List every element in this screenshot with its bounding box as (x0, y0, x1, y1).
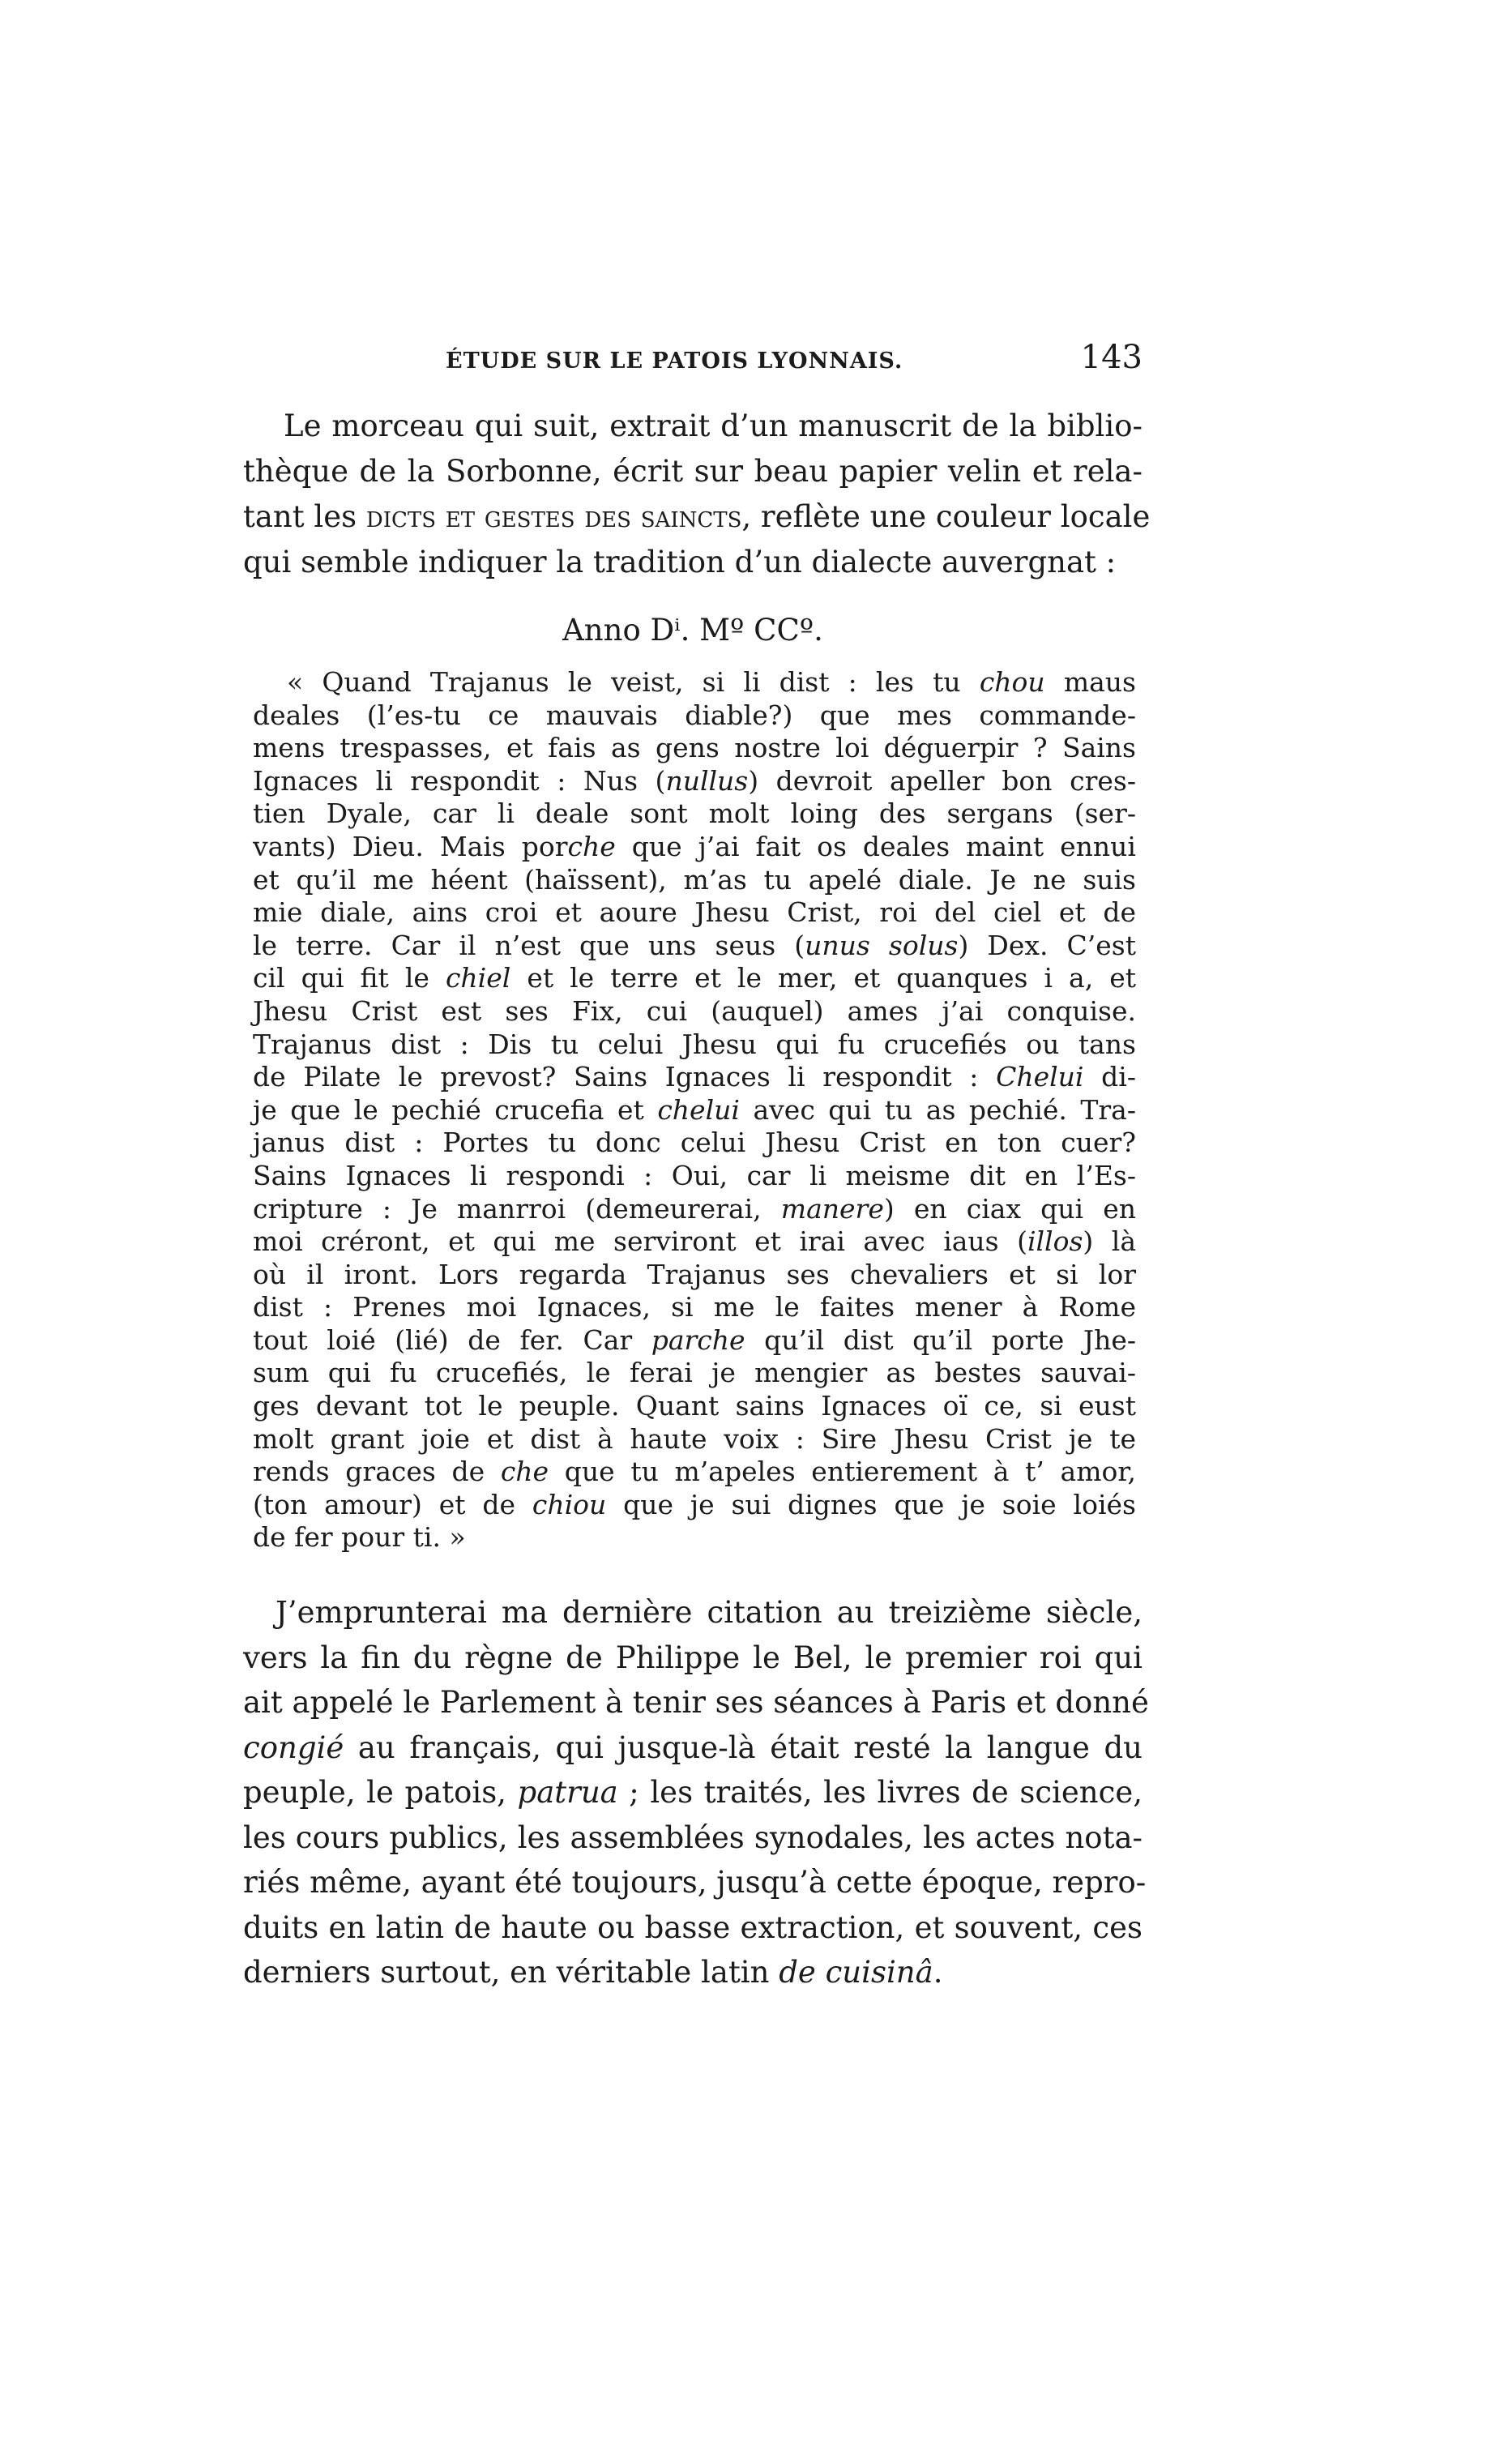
text-run: que j’ai fait os deales maint ennui (615, 830, 1136, 862)
text-line (253, 1423, 1136, 1456)
text-run: que tu m’apeles entierement à t’ amor, (549, 1456, 1136, 1488)
text-run: le terre. Car il n’est que uns seus ( (253, 929, 805, 961)
text-line (253, 1061, 1136, 1094)
text-run: ait appelé le Parlement à tenir ses séances à Paris et donné (243, 1685, 1149, 1720)
text-run: ) devroit apeller bon cres- (748, 764, 1136, 797)
page-header (243, 339, 1175, 387)
dateline: Anno Dⁱ. Mº CCº. (562, 613, 823, 648)
text-line (243, 1725, 1143, 1771)
text-line (253, 1193, 1136, 1226)
text-line (243, 404, 1143, 449)
text-run: Le morceau qui suit, extrait d’un manuscrit de la biblio- (284, 408, 1143, 443)
text-run: di- (1083, 1061, 1136, 1093)
text-run: tout loié (lié) de fer. Car (253, 1323, 651, 1356)
italic-term: Chelui (996, 1061, 1084, 1093)
text-run: tant les (243, 499, 366, 534)
text-line (253, 995, 1136, 1028)
text-run: les cours publics, les assemblées synodales, les actes nota- (243, 1819, 1143, 1855)
text-run: deales (l’es-tu ce mauvais diable?) que mes commande- (253, 699, 1136, 731)
text-run: cil qui fit le (253, 962, 446, 994)
text-run: que je sui dignes que je soie loiés (606, 1488, 1136, 1520)
text-run: Trajanus dist : Dis tu celui Jhesu qui fu crucefiés ou tans (253, 1028, 1136, 1060)
italic-term: unus solus (805, 929, 959, 961)
text-run: cripture : Je manrroi (demeurerai, (253, 1192, 781, 1225)
italic-term: chiou (532, 1488, 607, 1520)
italic-term: patrua (517, 1775, 618, 1810)
text-line (253, 962, 1136, 995)
text-line (253, 864, 1136, 897)
text-line (243, 1815, 1143, 1861)
text-run: avec qui tu as pechié. Tra- (739, 1093, 1136, 1126)
text-run: janus dist : Portes tu donc celui Jhesu Crist en ton cuer? (253, 1127, 1136, 1159)
text-line (253, 1390, 1136, 1423)
italic-term: che (567, 830, 616, 862)
text-line (253, 1456, 1136, 1489)
text-line (253, 1028, 1136, 1062)
text-run: dist : Prenes moi Ignaces, si me le faites mener à Rome (253, 1291, 1136, 1323)
text-line (243, 1590, 1143, 1635)
text-line (243, 1680, 1149, 1725)
text-run: rends graces de (253, 1456, 501, 1488)
text-run: qui semble indiquer la tradition d’un dialecte auvergnat : (243, 545, 1117, 579)
text-line (243, 1860, 1147, 1905)
text-line (253, 1489, 1136, 1522)
text-run: ges devant tot le peuple. Quant sains Ignaces oï ce, si eust (253, 1390, 1136, 1422)
text-run: ) là (1083, 1225, 1136, 1258)
italic-term: che (500, 1456, 549, 1488)
text-run: , reflète une couleur locale (741, 499, 1151, 534)
text-run: et le terre et le mer, et quanques i a, et (510, 962, 1136, 994)
text-run: sum qui fu crucefiés, le ferai je mengier as bestes sauvai- (253, 1357, 1136, 1389)
italic-term: nullus (665, 764, 749, 797)
text-line (243, 1905, 1143, 1951)
text-line (253, 732, 1136, 765)
text-run: vers la fin du règne de Philippe le Bel, le premier roi qui (243, 1640, 1143, 1675)
text-run: duits en latin de haute ou basse extraction, et souvent, ces (243, 1909, 1143, 1945)
text-line (253, 1160, 1136, 1193)
italic-term: chou (979, 666, 1045, 698)
text-line (243, 449, 1143, 494)
text-run: riés même, ayant été toujours, jusqu’à cette époque, repro- (243, 1865, 1147, 1900)
italic-term: congié (243, 1730, 344, 1765)
italic-term: parche (651, 1323, 745, 1356)
text-line (243, 540, 1143, 585)
text-run: Jhesu Crist est ses Fix, cui (auquel) ames j’ai conquise. (253, 994, 1136, 1027)
text-line (243, 1770, 1143, 1815)
text-line (253, 831, 1136, 864)
text-run: derniers surtout, en véritable latin (243, 1955, 779, 1990)
text-run: au français, qui jusque-là était resté la langue du (344, 1730, 1143, 1765)
text-run: ; les traités, les livres de science, (617, 1775, 1143, 1810)
text-line (243, 1950, 1143, 1995)
page-number: 143 (1080, 339, 1143, 376)
text-run: je que le pechié crucefia et (253, 1093, 658, 1126)
text-run: Ignaces li respondit : Nus ( (253, 764, 666, 797)
italic-term: illos (1027, 1225, 1083, 1258)
text-run: mie diale, ains croi et aoure Jhesu Crist, roi del ciel et de (253, 896, 1136, 929)
text-line (253, 765, 1136, 798)
text-run: de fer pour ti. » (253, 1521, 466, 1554)
text-line (253, 930, 1136, 963)
text-run: maus (1044, 666, 1136, 698)
text-run: mens trespasses, et fais as gens nostre loi déguerpir ? Sains (253, 732, 1136, 764)
small-caps-title: dicts et gestes des saincts (365, 499, 742, 534)
text-run: ) Dex. C’est (958, 929, 1136, 961)
text-line (253, 1324, 1136, 1358)
text-run: vants) Dieu. Mais por (253, 830, 568, 862)
text-run: tien Dyale, car li deale sont molt loing des sergans (ser- (253, 797, 1136, 830)
text-run: « Quand Trajanus le veist, si li dist : les tu (287, 666, 980, 698)
text-line (253, 666, 1136, 699)
italic-term: chiel (445, 962, 511, 994)
running-title: ÉTUDE SUR LE PATOIS LYONNAIS. (446, 348, 903, 374)
italic-term: chelui (657, 1093, 740, 1126)
text-line (253, 1357, 1136, 1390)
intro-paragraph (243, 404, 1151, 585)
text-run: peuple, le patois, (243, 1775, 518, 1810)
closing-paragraph (243, 1590, 1149, 1995)
text-line (253, 1259, 1136, 1292)
text-line (253, 1225, 1136, 1259)
text-run: qu’il dist qu’il porte Jhe- (745, 1323, 1136, 1356)
text-run: molt grant joie et dist à haute voix : Sire Jhesu Crist je te (253, 1422, 1136, 1455)
text-line (253, 896, 1136, 930)
text-run: thèque de la Sorbonne, écrit sur beau papier velin et rela- (243, 454, 1143, 489)
quoted-passage (253, 666, 1136, 1554)
text-line (253, 1521, 1136, 1554)
text-line (253, 699, 1136, 733)
text-run: Sains Ignaces li respondi : Oui, car li meisme dit en l’Es- (253, 1159, 1136, 1191)
text-line (243, 494, 1151, 540)
text-run: de Pilate le prevost? Sains Ignaces li respondit : (253, 1061, 997, 1093)
text-run: et qu’il me héent (haïssent), m’as tu apelé diale. Je ne suis (253, 863, 1136, 896)
text-run: ) en ciax qui en (883, 1192, 1137, 1225)
text-run: . (933, 1955, 943, 1990)
text-line (253, 797, 1136, 831)
text-line (253, 1291, 1136, 1324)
text-run: J’emprunterai ma dernière citation au treizième siècle, (275, 1595, 1143, 1630)
text-line (253, 1094, 1136, 1127)
text-line (243, 1635, 1143, 1681)
text-line (253, 1127, 1136, 1160)
text-run: où il iront. Lors regarda Trajanus ses chevaliers et si lor (253, 1258, 1136, 1290)
italic-term: manere (780, 1192, 884, 1225)
text-run: (ton amour) et de (253, 1488, 532, 1520)
italic-term: de cuisinâ (779, 1955, 933, 1990)
text-run: moi créront, et qui me serviront et irai avec iaus ( (253, 1225, 1027, 1258)
